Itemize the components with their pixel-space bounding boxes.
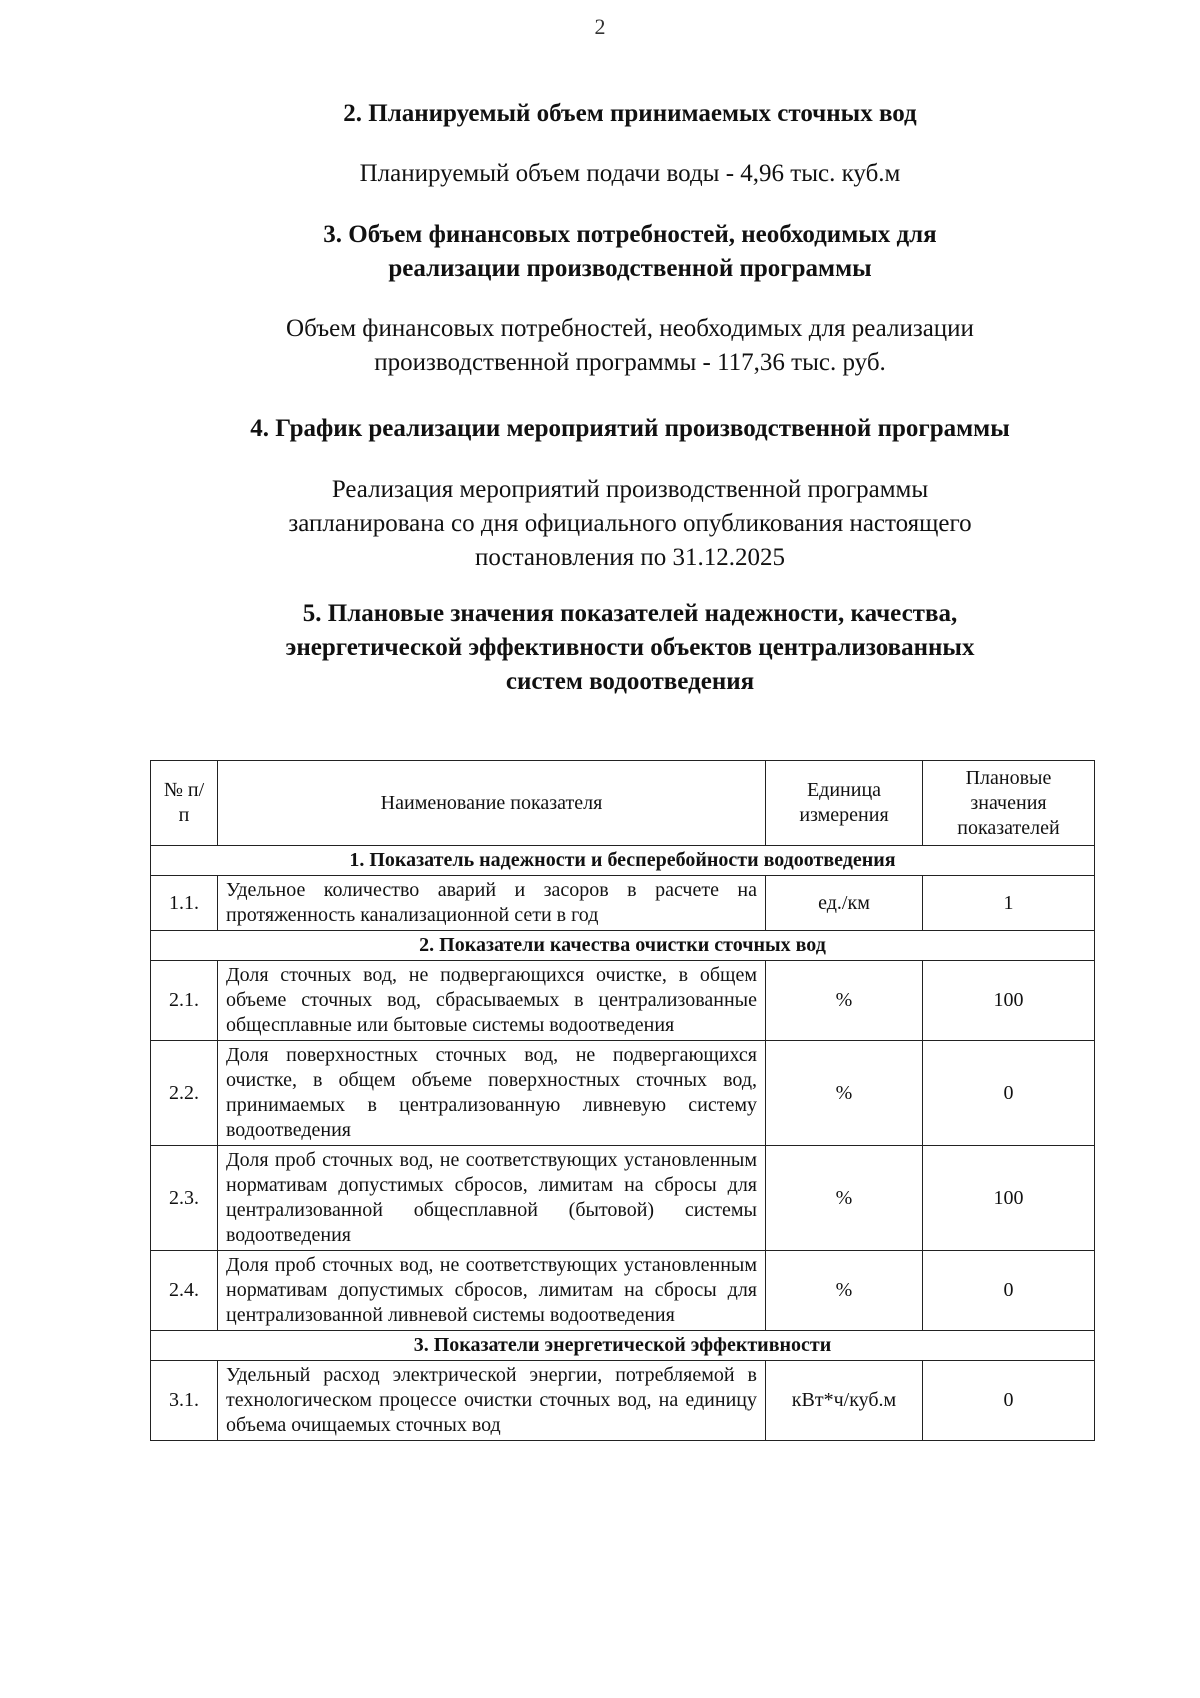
group-title-energy: 3. Показатели энергетической эффективности [151,1331,1095,1361]
group-title-quality: 2. Показатели качества очистки сточных вод [151,931,1095,961]
row-value: 1 [923,876,1095,931]
section-4-heading: 4. График реализации мероприятий производственной программы [250,415,1010,442]
table-row [151,961,1095,1041]
row-name: Доля проб сточных вод, не соответствующих установленным нормативам допустимых сбросов, лимитам на сбросы для централизованной ливневой системы водоотведения [218,1251,766,1331]
row-num: 2.3. [151,1146,218,1251]
section-5-heading-line-3: систем водоотведения [505,668,755,695]
section-3-text-line-2: производственной программы - 117,36 тыс. руб. [374,349,886,376]
section-5-heading-line-1: 5. Плановые значения показателей надежности, качества, [302,600,958,627]
group-row-quality [151,931,1095,961]
row-name: Доля сточных вод, не подвергающихся очистке, в общем объеме сточных вод, сбрасываемых в централизованные общесплавные или бытовые системы водоотведения [218,961,766,1041]
row-value: 0 [923,1251,1095,1331]
header-num: № п/п [151,761,218,846]
section-3-heading [150,218,1110,286]
indicators-table [150,760,1095,1441]
section-4-text-line-1: Реализация мероприятий производственной программы [331,476,929,503]
row-num: 2.4. [151,1251,218,1331]
section-5-heading [150,597,1110,699]
row-num: 3.1. [151,1361,218,1441]
header-name: Наименование показателя [218,761,766,846]
row-num: 2.1. [151,961,218,1041]
section-2-heading: 2. Планируемый объем принимаемых сточных вод [343,100,917,127]
table-row [151,1146,1095,1251]
row-value: 100 [923,961,1095,1041]
row-name: Доля проб сточных вод, не соответствующих установленным нормативам допустимых сбросов, лимитам на сбросы для централизованной общесплавной (бытовой) системы водоотведения [218,1146,766,1251]
section-5-heading-line-2: энергетической эффективности объектов централизованных [285,634,975,661]
group-title-reliability: 1. Показатель надежности и бесперебойности водоотведения [151,846,1095,876]
section-2-text: Планируемый объем подачи воды - 4,96 тыс. куб.м [359,160,901,187]
group-row-energy [151,1331,1095,1361]
row-value: 0 [923,1041,1095,1146]
row-unit: % [766,1146,923,1251]
row-unit: % [766,961,923,1041]
row-name: Удельный расход электрической энергии, потребляемой в технологическом процессе очистки сточных вод, на единицу объема очищаемых сточных вод [218,1361,766,1441]
section-3-heading-line-1: 3. Объем финансовых потребностей, необходимых для [323,221,937,248]
section-3-text [150,312,1110,380]
table-row [151,876,1095,931]
row-name: Доля поверхностных сточных вод, не подвергающихся очистке, в общем объеме поверхностных сточных вод, принимаемых в централизованную ливневую систему водоотведения [218,1041,766,1146]
group-row-reliability [151,846,1095,876]
section-4-text-line-2: запланирована со дня официального опубликования настоящего [288,510,972,537]
row-unit: % [766,1041,923,1146]
row-value: 100 [923,1146,1095,1251]
section-4-text-line-3: постановления по 31.12.2025 [475,544,785,571]
row-unit: % [766,1251,923,1331]
table-row [151,1041,1095,1146]
section-3-heading-line-2: реализации производственной программы [388,255,872,282]
row-name: Удельное количество аварий и засоров в расчете на протяженность канализационной сети в год [218,876,766,931]
row-num: 2.2. [151,1041,218,1146]
section-3-text-line-1: Объем финансовых потребностей, необходимых для реализации [286,315,974,342]
table-header-row [151,761,1095,846]
row-value: 0 [923,1361,1095,1441]
row-unit: ед./км [766,876,923,931]
table-row [151,1251,1095,1331]
header-value: Плановые значения показателей [923,761,1095,846]
table-row [151,1361,1095,1441]
page-number: 2 [594,14,606,39]
row-num: 1.1. [151,876,218,931]
row-unit: кВт*ч/куб.м [766,1361,923,1441]
section-4-text [150,473,1110,575]
header-unit: Единица измерения [766,761,923,846]
